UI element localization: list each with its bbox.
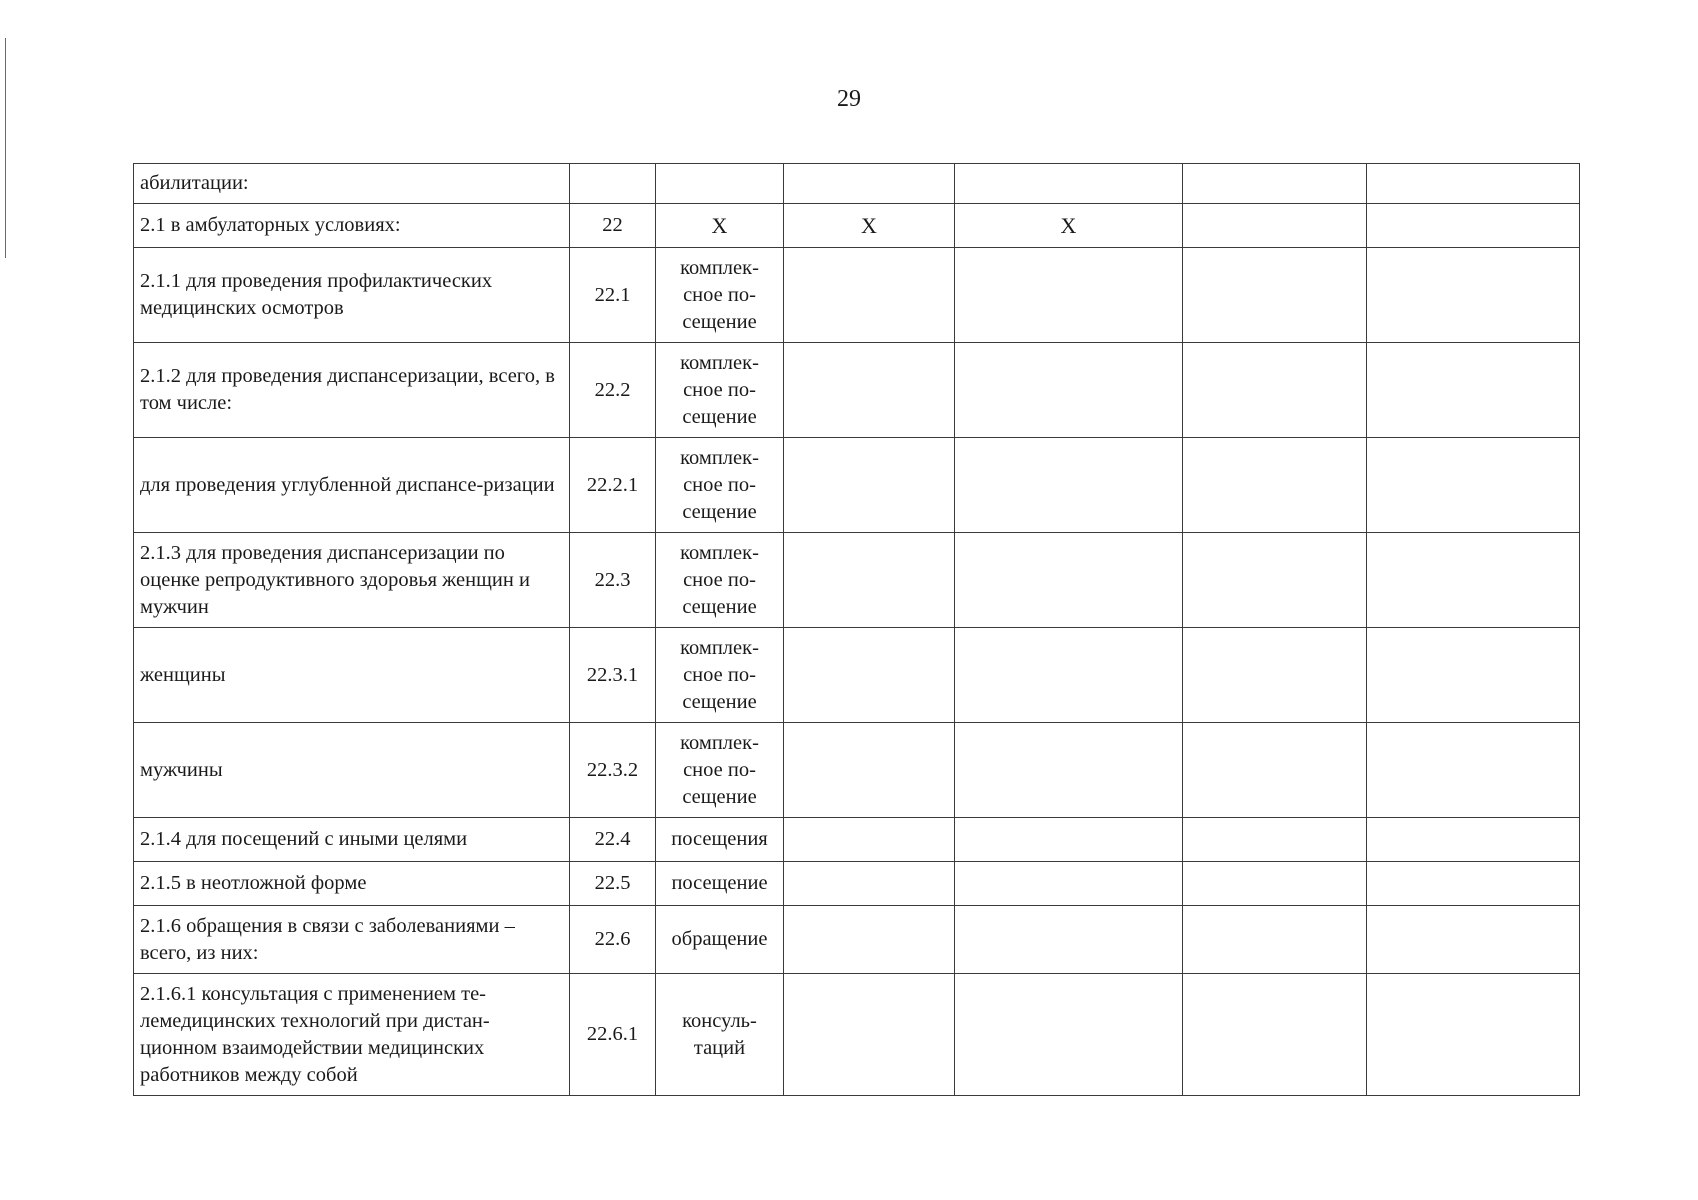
row-value-cell: [1367, 628, 1580, 723]
table-row: [134, 974, 1580, 1096]
row-value-cell: [1367, 248, 1580, 343]
table-row: [134, 533, 1580, 628]
table-row: [134, 438, 1580, 533]
row-value-cell: [955, 818, 1183, 862]
table-row: [134, 164, 1580, 204]
row-unit: посещения: [656, 818, 784, 862]
data-table: [133, 163, 1580, 1096]
row-name: 2.1 в амбулаторных условиях:: [134, 204, 570, 248]
row-value-cell: [1183, 204, 1367, 248]
scan-margin-line: [5, 38, 6, 258]
row-name: для проведения углубленной диспансе-ризации: [134, 438, 570, 533]
row-code: 22: [570, 204, 656, 248]
row-unit: комплек-сное по-сещение: [656, 628, 784, 723]
row-value-cell: [1183, 974, 1367, 1096]
row-value-cell: [1367, 204, 1580, 248]
row-unit: консуль-таций: [656, 974, 784, 1096]
row-name: женщины: [134, 628, 570, 723]
row-name: 2.1.5 в неотложной форме: [134, 862, 570, 906]
row-name: 2.1.3 для проведения диспансеризации по оценке репродуктивного здоровья женщин и мужчин: [134, 533, 570, 628]
row-value-cell: [784, 248, 955, 343]
row-value-cell: [955, 906, 1183, 974]
row-value-cell: [955, 533, 1183, 628]
row-value-cell: [1183, 862, 1367, 906]
row-value-cell: [955, 628, 1183, 723]
row-value-cell: [1367, 974, 1580, 1096]
table-row: [134, 818, 1580, 862]
row-value-cell: [1367, 723, 1580, 818]
row-value-cell: [1183, 438, 1367, 533]
row-unit: [656, 164, 784, 204]
row-name: 2.1.6.1 консультация с применением те-лемедицинских технологий при дистан-ционном взаимодействии медицинских работников между собой: [134, 974, 570, 1096]
row-value-cell: [1367, 533, 1580, 628]
row-unit: комплек-сное по-сещение: [656, 438, 784, 533]
row-value-cell: [955, 248, 1183, 343]
row-value-cell: [784, 628, 955, 723]
row-value-cell: [1367, 862, 1580, 906]
table-row: [134, 248, 1580, 343]
row-value-cell: [784, 533, 955, 628]
table-row: [134, 204, 1580, 248]
row-value-cell: [784, 438, 955, 533]
row-value-cell: X: [784, 204, 955, 248]
row-name: 2.1.1 для проведения профилактических медицинских осмотров: [134, 248, 570, 343]
row-unit: комплек-сное по-сещение: [656, 343, 784, 438]
row-value-cell: [955, 974, 1183, 1096]
row-value-cell: [1367, 818, 1580, 862]
row-value-cell: [1183, 723, 1367, 818]
row-unit: комплек-сное по-сещение: [656, 533, 784, 628]
row-value-cell: [955, 723, 1183, 818]
row-unit: X: [656, 204, 784, 248]
table-row: [134, 723, 1580, 818]
row-value-cell: [1183, 906, 1367, 974]
table-row: [134, 628, 1580, 723]
row-name: 2.1.2 для проведения диспансеризации, всего, в том числе:: [134, 343, 570, 438]
row-value-cell: [1183, 343, 1367, 438]
row-value-cell: [1367, 906, 1580, 974]
row-value-cell: [784, 974, 955, 1096]
row-value-cell: [1183, 628, 1367, 723]
row-value-cell: [955, 862, 1183, 906]
row-name: 2.1.6 обращения в связи с заболеваниями – всего, из них:: [134, 906, 570, 974]
row-value-cell: [1367, 438, 1580, 533]
row-code: [570, 164, 656, 204]
row-code: 22.3.1: [570, 628, 656, 723]
row-value-cell: [784, 906, 955, 974]
row-value-cell: [955, 343, 1183, 438]
row-value-cell: [955, 164, 1183, 204]
row-value-cell: [784, 164, 955, 204]
row-unit: комплек-сное по-сещение: [656, 723, 784, 818]
row-unit: комплек-сное по-сещение: [656, 248, 784, 343]
row-code: 22.2.1: [570, 438, 656, 533]
row-value-cell: [1183, 818, 1367, 862]
table-row: [134, 343, 1580, 438]
row-value-cell: [784, 818, 955, 862]
row-value-cell: [784, 723, 955, 818]
row-code: 22.6: [570, 906, 656, 974]
row-value-cell: [784, 862, 955, 906]
row-name: мужчины: [134, 723, 570, 818]
row-value-cell: X: [955, 204, 1183, 248]
row-value-cell: [1367, 343, 1580, 438]
row-value-cell: [1367, 164, 1580, 204]
row-code: 22.3.2: [570, 723, 656, 818]
row-code: 22.5: [570, 862, 656, 906]
table-row: [134, 862, 1580, 906]
row-value-cell: [955, 438, 1183, 533]
page-number: 29: [837, 86, 861, 112]
row-name: 2.1.4 для посещений с иными целями: [134, 818, 570, 862]
row-value-cell: [784, 343, 955, 438]
row-unit: посещение: [656, 862, 784, 906]
row-code: 22.4: [570, 818, 656, 862]
row-code: 22.1: [570, 248, 656, 343]
row-name: абилитации:: [134, 164, 570, 204]
row-value-cell: [1183, 533, 1367, 628]
row-code: 22.2: [570, 343, 656, 438]
table-row: [134, 906, 1580, 974]
row-value-cell: [1183, 164, 1367, 204]
row-code: 22.6.1: [570, 974, 656, 1096]
row-code: 22.3: [570, 533, 656, 628]
row-unit: обращение: [656, 906, 784, 974]
row-value-cell: [1183, 248, 1367, 343]
